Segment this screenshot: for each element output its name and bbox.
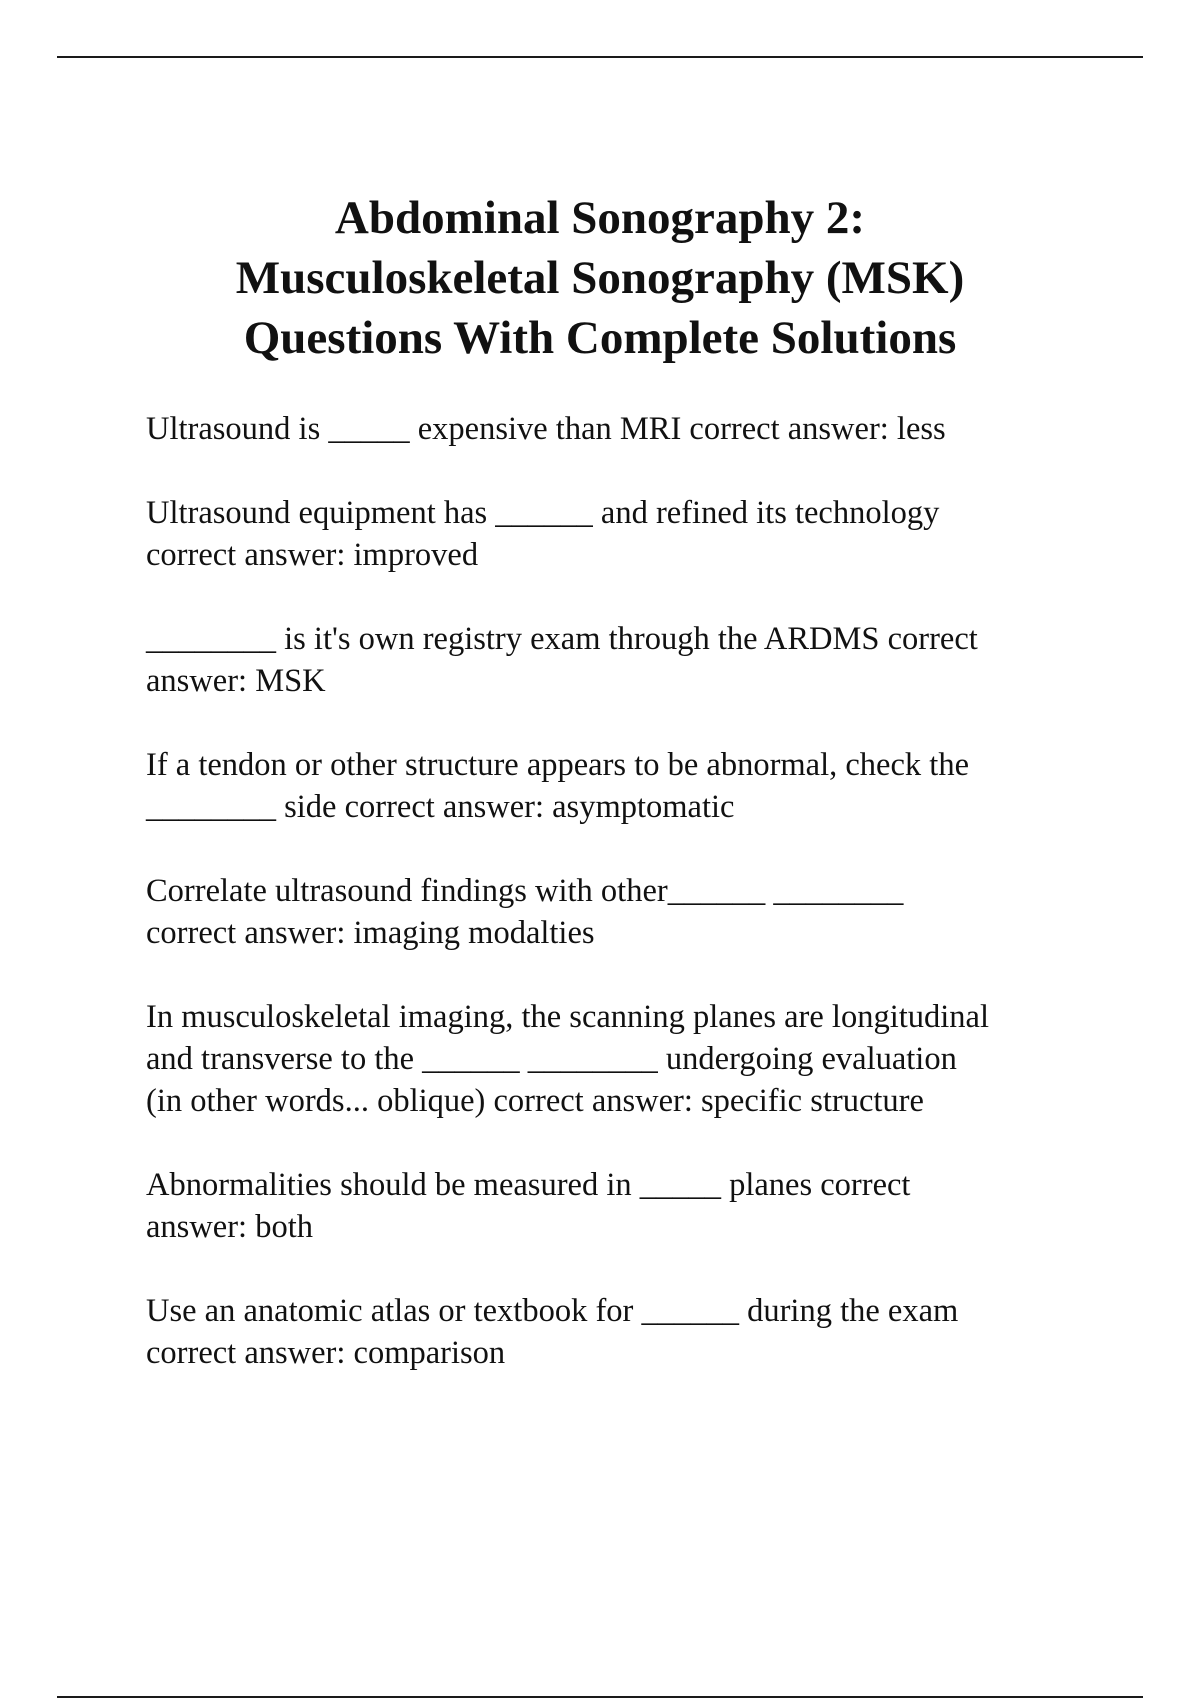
qa-item bbox=[146, 744, 1106, 828]
qa-item bbox=[146, 618, 1106, 702]
qa-line: ________ side correct answer: asymptomatic bbox=[146, 789, 735, 825]
qa-item bbox=[146, 1290, 1106, 1374]
title-line: Questions With Complete Solutions bbox=[243, 312, 957, 364]
qa-line: Use an anatomic atlas or textbook for ______ during the exam bbox=[146, 1293, 959, 1329]
qa-item bbox=[146, 492, 1106, 576]
qa-line: correct answer: imaging modalties bbox=[146, 915, 595, 951]
top-rule bbox=[57, 56, 1143, 58]
qa-line: ________ is it's own registry exam through the ARDMS correct bbox=[146, 621, 978, 657]
qa-line: In musculoskeletal imaging, the scanning planes are longitudinal bbox=[146, 999, 989, 1035]
bottom-rule bbox=[57, 1696, 1143, 1698]
qa-line: answer: both bbox=[146, 1209, 313, 1245]
qa-item bbox=[146, 996, 1106, 1122]
qa-line: (in other words... oblique) correct answer: specific structure bbox=[146, 1083, 924, 1119]
qa-line: Ultrasound is _____ expensive than MRI correct answer: less bbox=[146, 411, 946, 447]
qa-line: and transverse to the ______ ________ undergoing evaluation bbox=[146, 1041, 957, 1077]
qa-line: answer: MSK bbox=[146, 663, 326, 699]
qa-line: Ultrasound equipment has ______ and refined its technology bbox=[146, 495, 940, 531]
title-line: Abdominal Sonography 2: bbox=[334, 192, 866, 244]
qa-line: Correlate ultrasound findings with other______ ________ bbox=[146, 873, 904, 909]
qa-item bbox=[146, 870, 1106, 954]
qa-item bbox=[146, 1164, 1106, 1248]
page-title bbox=[100, 188, 1100, 368]
qa-line: correct answer: comparison bbox=[146, 1335, 506, 1371]
qa-line: Abnormalities should be measured in _____ planes correct bbox=[146, 1167, 911, 1203]
qa-line: correct answer: improved bbox=[146, 537, 479, 573]
title-line: Musculoskeletal Sonography (MSK) bbox=[235, 252, 965, 304]
qa-item bbox=[146, 408, 1106, 450]
question-list bbox=[146, 408, 1106, 1416]
qa-line: If a tendon or other structure appears to be abnormal, check the bbox=[146, 747, 969, 783]
